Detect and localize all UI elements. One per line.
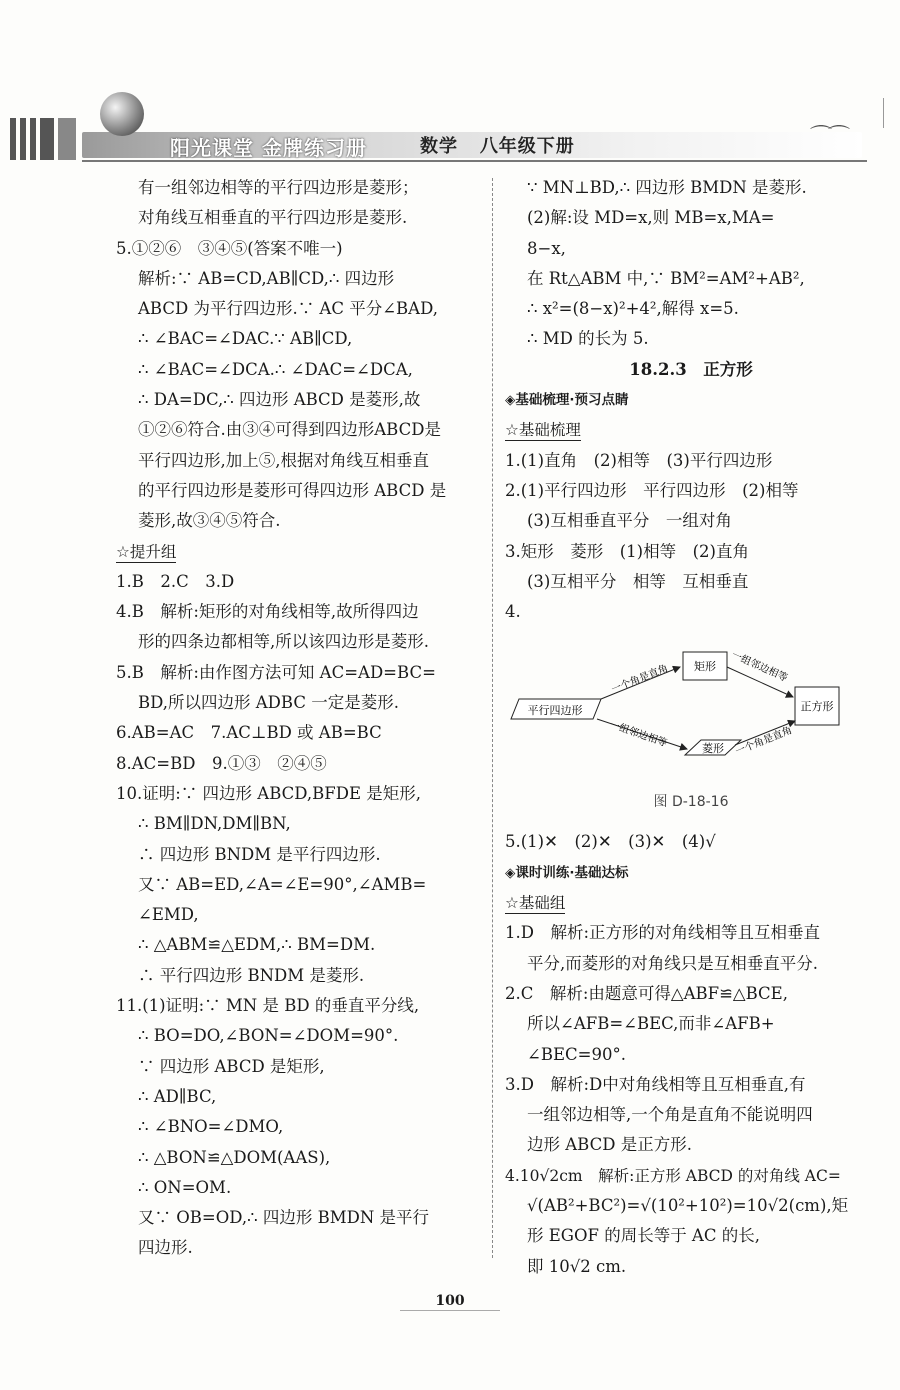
text-line: (3)互相平分 相等 互相垂直 xyxy=(527,571,749,591)
text-line: ∴ △BON≌△DOM(AAS), xyxy=(138,1147,331,1167)
answer-5: 5.(1)✕ (2)✕ (3)✕ (4)√ xyxy=(505,832,716,852)
page-number: 100 xyxy=(435,1293,465,1309)
text-line: ∴ ∠BNO=∠DMO, xyxy=(138,1117,284,1137)
text-line: 所以∠AFB=∠BEC,而非∠AFB+ xyxy=(527,1014,775,1034)
figure-caption: 图 D-18-16 xyxy=(653,794,729,811)
text-line: 平行四边形,加上⑤,根据对角线互相垂直 xyxy=(138,450,429,470)
text-line: 有一组邻边相等的平行四边形是菱形； xyxy=(138,178,419,197)
answer-1: 1.(1)直角 (2)相等 (3)平行四边形 xyxy=(505,450,773,470)
section-banner: ◈课时训练·基础达标 xyxy=(505,864,629,881)
header-rule xyxy=(82,160,867,162)
answer-3: 3.D 解析:D中对角线相等且互相垂直,有 xyxy=(505,1074,806,1094)
text-line: 一组邻边相等,一个角是直角不能说明四 xyxy=(527,1105,813,1125)
text-line: √(AB²+BC²)=√(10²+10²)=10√2(cm),矩 xyxy=(527,1196,849,1216)
rectangle-label: 矩形 xyxy=(694,660,716,674)
left-column xyxy=(116,173,488,1264)
answer-3: 3.矩形 菱形 (1)相等 (2)直角 xyxy=(505,541,749,561)
text-line: ∴ BO=DO,∠BON=∠DOM=90°. xyxy=(138,1026,399,1046)
answer-1: 1.D 解析:正方形的对角线相等且互相垂直 xyxy=(505,923,821,943)
answer-2: 2.C 解析:由题意可得△ABF≌△BCE, xyxy=(505,983,788,1003)
right-column xyxy=(505,173,877,1282)
subsection-heading: ☆基础梳理 xyxy=(505,421,581,440)
text-line: 边形 ABCD 是正方形. xyxy=(527,1135,692,1155)
text-line: 8−x, xyxy=(527,238,566,258)
text-line: ∴ MD 的长为 5. xyxy=(527,329,649,349)
answer-1-3: 1.B 2.C 3.D xyxy=(116,571,235,591)
subject: 数学 xyxy=(420,136,458,157)
text-line: ∴ 平行四边形 BNDM 是菱形. xyxy=(138,965,365,985)
diagram-svg xyxy=(505,627,877,777)
square-label: 正方形 xyxy=(800,700,834,714)
text-line: (3)互相垂直平分 一组对角 xyxy=(527,511,732,531)
text-line: 对角线互相垂直的平行四边形是菱形. xyxy=(138,208,408,228)
text-line: BD,所以四边形 ADBC 一定是菱形. xyxy=(138,693,399,713)
text-line: ∴ DA=DC,∴ 四边形 ABCD 是菱形,故 xyxy=(138,390,421,410)
edge-label: 一个角是直角 xyxy=(610,663,670,697)
text-line: ∴ ∠BAC=∠DAC.∵ AB∥CD, xyxy=(138,329,353,349)
text-line: 解析:∵ AB=CD,AB∥CD,∴ 四边形 xyxy=(138,268,395,288)
text-line: ∴ BM∥DN,DM∥BN, xyxy=(138,814,291,834)
text-line: ABCD 为平行四边形.∵ AC 平分∠BAD, xyxy=(138,299,438,319)
text-line: ∠EMD, xyxy=(138,905,199,925)
subsection-heading: ☆提升组 xyxy=(116,542,177,561)
text-line: ∵ MN⊥BD,∴ 四边形 BMDN 是菱形. xyxy=(527,178,807,197)
answer-5: 5.①②⑥ ③④⑤(答案不唯一) xyxy=(116,238,343,258)
globe-icon xyxy=(100,92,144,136)
quadrilateral-diagram xyxy=(505,627,877,777)
answer-6-7: 6.AB=AC 7.AC⊥BD 或 AB=BC xyxy=(116,723,382,743)
grade: 八年级下册 xyxy=(479,136,575,157)
answer-4-label: 4. xyxy=(505,602,521,622)
text-line: (2)解:设 MD=x,则 MB=x,MA= xyxy=(527,208,775,228)
section-title: 18.2.3 正方形 xyxy=(629,359,753,379)
text-line: ∴ x²=(8−x)²+4²,解得 x=5. xyxy=(527,299,739,319)
text-line: ∴ ON=OM. xyxy=(138,1177,232,1197)
answer-4: 4.10√2cm 解析:正方形 ABCD 的对角线 AC= xyxy=(505,1166,841,1185)
text-line: 四边形. xyxy=(138,1238,193,1258)
text-line: ∠BEC=90°. xyxy=(527,1044,626,1064)
parallelogram-label: 平行四边形 xyxy=(527,704,583,718)
text-line: 的平行四边形是菱形可得四边形 ABCD 是 xyxy=(138,480,447,500)
edge-label: 一组邻边相等 xyxy=(608,719,669,750)
header-tick xyxy=(883,98,884,128)
answer-4: 4.B 解析:矩形的对角线相等,故所得四边 xyxy=(116,602,419,622)
text-line: ∴ ∠BAC=∠DCA.∴ ∠DAC=∠DCA, xyxy=(138,359,413,379)
edge-label: 一组邻边相等 xyxy=(729,650,790,685)
edge-label: 一个角是直角 xyxy=(734,725,794,759)
text-line: 又∵ OB=OD,∴ 四边形 BMDN 是平行 xyxy=(138,1208,430,1228)
text-line: 菱形,故③④⑤符合. xyxy=(138,511,281,531)
answer-5b: 5.B 解析:由作图方法可知 AC=AD=BC= xyxy=(116,662,436,682)
rhombus-label: 菱形 xyxy=(702,742,724,756)
text-line: ∴ 四边形 BNDM 是平行四边形. xyxy=(138,844,381,864)
text-line: 在 Rt△ABM 中,∵ BM²=AM²+AB², xyxy=(527,268,805,288)
answer-10: 10.证明:∵ 四边形 ABCD,BFDE 是矩形, xyxy=(116,783,421,803)
text-line: ∴ AD∥BC, xyxy=(138,1086,217,1106)
birds-icon: ⌒⌒ xyxy=(810,125,847,150)
text-line: 又∵ AB=ED,∠A=∠E=90°,∠AMB= xyxy=(138,874,427,894)
header-bars-decoration xyxy=(10,118,80,160)
answer-11: 11.(1)证明:∵ MN 是 BD 的垂直平分线, xyxy=(116,996,420,1016)
text-line: ∵ 四边形 ABCD 是矩形, xyxy=(138,1056,325,1076)
text-line: 即 10√2 cm. xyxy=(527,1256,627,1276)
text-line: 平分,而菱形的对角线只是互相垂直平分. xyxy=(527,953,818,973)
text-line: ∴ △ABM≌△EDM,∴ BM=DM. xyxy=(138,935,376,955)
page-header xyxy=(0,80,900,170)
subject-grade xyxy=(420,132,575,158)
answer-8-9: 8.AC=BD 9.①③ ②④⑤ xyxy=(116,753,327,773)
answer-2: 2.(1)平行四边形 平行四边形 (2)相等 xyxy=(505,480,799,500)
text-line: 形的四条边都相等,所以该四边形是菱形. xyxy=(138,632,429,652)
book-title: 阳光课堂 金牌练习册 xyxy=(170,136,367,160)
column-divider xyxy=(492,178,493,1258)
section-banner: ◈基础梳理·预习点睛 xyxy=(505,392,629,409)
text-line: 形 EGOF 的周长等于 AC 的长, xyxy=(527,1226,760,1246)
subsection-heading: ☆基础组 xyxy=(505,894,566,913)
text-line: ①②⑥符合.由③④可得到四边形ABCD是 xyxy=(138,420,441,440)
